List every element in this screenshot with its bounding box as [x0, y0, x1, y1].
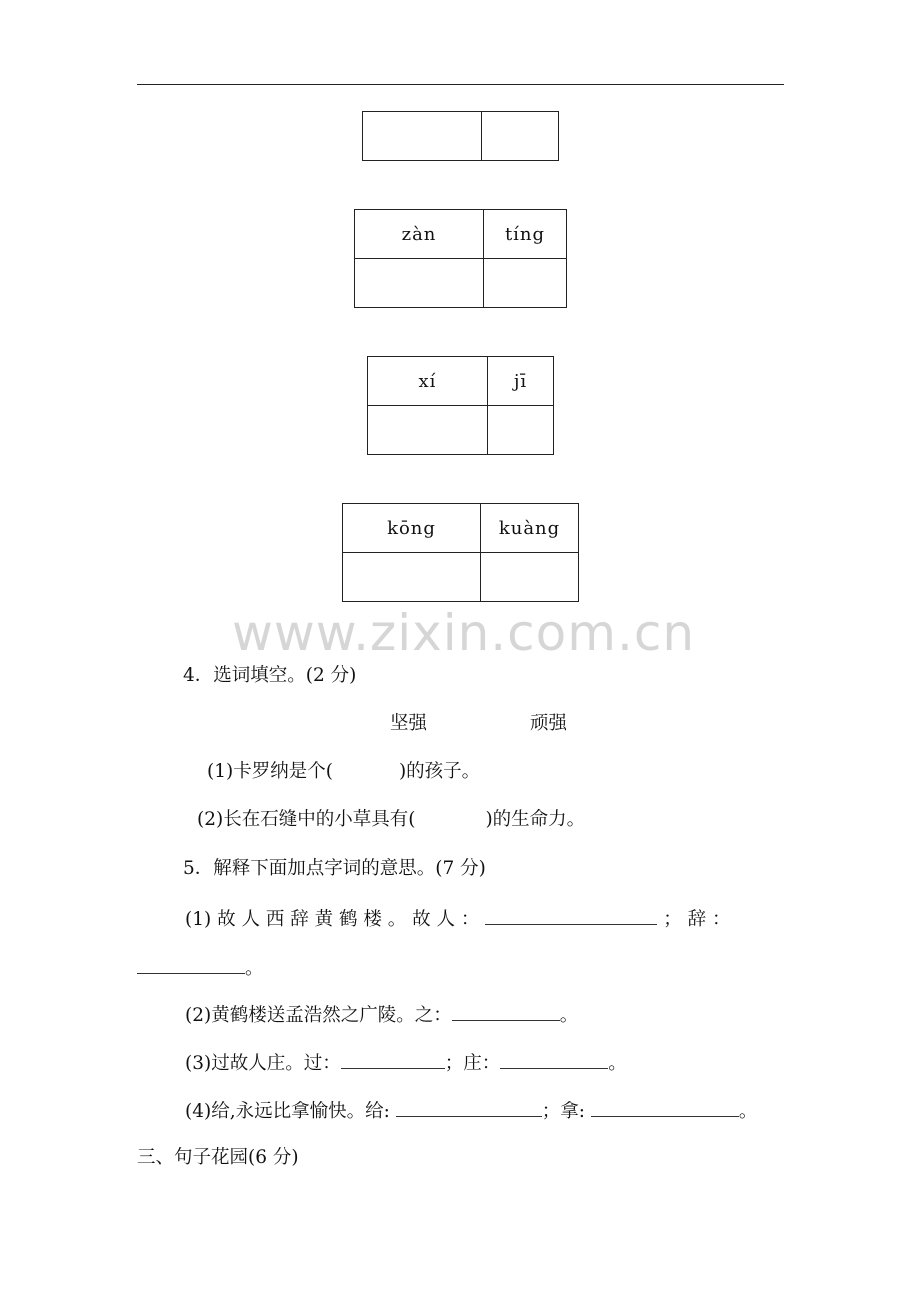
q5-item-4-sep: ；拿: — [541, 1101, 585, 1122]
q5-item-3-end: 。 — [608, 1053, 627, 1074]
pinyin-cell: kōng — [343, 504, 481, 553]
answer-cell[interactable] — [343, 553, 481, 602]
q5-item-4-end: 。 — [738, 1101, 758, 1122]
answer-cell[interactable] — [484, 259, 567, 308]
header-rule — [137, 84, 784, 85]
answer-cell[interactable] — [481, 553, 579, 602]
q5-item-3-text: (3)过故人庄。过： — [185, 1053, 341, 1074]
pinyin-table-2 — [354, 209, 567, 308]
q4-option-1: 坚强 — [390, 713, 428, 734]
q5-item-1 — [185, 906, 730, 932]
answer-blank[interactable] — [396, 1098, 542, 1117]
q5-item-3-sep: ；庄： — [444, 1053, 501, 1074]
watermark: www.zixin.com.cn — [232, 604, 696, 662]
pinyin-cell: tíng — [484, 210, 567, 259]
q5-item-1-sep: ； 辞 ： — [663, 909, 731, 930]
answer-blank[interactable] — [452, 1002, 560, 1021]
pinyin-cell: jī — [488, 357, 554, 406]
answer-blank[interactable] — [485, 906, 657, 925]
answer-blank[interactable] — [137, 955, 245, 974]
q5-item-1-end: 。 — [245, 958, 264, 979]
q5-item-3 — [185, 1050, 627, 1076]
pinyin-table-4 — [342, 503, 579, 602]
q5-title: 5．解释下面加点字词的意思。(7 分) — [183, 858, 486, 879]
q4-item-2-before: (2)长在石缝中的小草具有( — [197, 809, 416, 830]
table-cell[interactable] — [363, 112, 482, 161]
table-cell[interactable] — [482, 112, 559, 161]
q4-option-2: 顽强 — [530, 713, 568, 734]
pinyin-table-3 — [367, 356, 554, 455]
q4-item-1-after: )的孩子。 — [398, 761, 481, 782]
q4-title: 4．选词填空。(2 分) — [183, 665, 357, 686]
q5-item-4 — [185, 1098, 757, 1124]
pinyin-table-1 — [362, 111, 559, 161]
pinyin-cell: xí — [368, 357, 488, 406]
answer-blank[interactable] — [341, 1050, 445, 1069]
pinyin-cell: zàn — [355, 210, 484, 259]
q5-item-2-end: 。 — [559, 1005, 579, 1026]
q5-item-1-cont — [137, 955, 264, 981]
answer-blank[interactable] — [500, 1050, 608, 1069]
q4-item-2-after: )的生命力。 — [485, 809, 586, 830]
q4-item-1 — [207, 760, 480, 784]
pinyin-cell: kuàng — [481, 504, 579, 553]
q5-item-2 — [185, 1002, 578, 1028]
section-3-heading: 三、句子花园(6 分) — [137, 1147, 299, 1168]
q5-item-1-text: (1) 故 人 西 辞 黄 鹤 楼 。 故 人 ： — [185, 909, 480, 930]
answer-cell[interactable] — [355, 259, 484, 308]
q4-item-1-before: (1)卡罗纳是个( — [207, 761, 333, 782]
q5-item-4-text: (4)给,永远比拿愉快。给: — [185, 1101, 390, 1122]
answer-cell[interactable] — [368, 406, 488, 455]
q4-item-2 — [197, 808, 585, 832]
answer-cell[interactable] — [488, 406, 554, 455]
answer-blank[interactable] — [591, 1098, 739, 1117]
q5-item-2-text: (2)黄鹤楼送孟浩然之广陵。之： — [185, 1005, 452, 1026]
